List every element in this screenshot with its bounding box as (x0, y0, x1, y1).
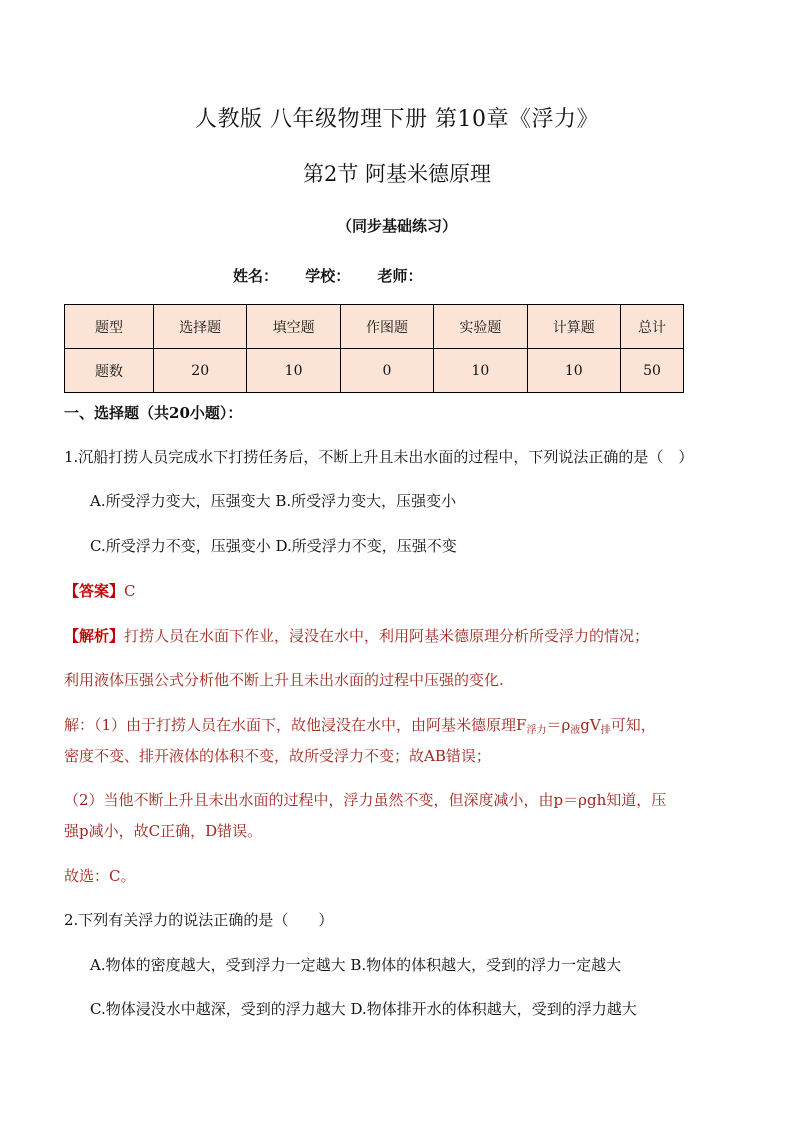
question-count-table (64, 304, 684, 393)
answer-label: 【答案】 (64, 582, 125, 600)
table-cell: 20 (154, 349, 247, 393)
analysis-line-2: 利用液体压强公式分析他不断上升且未出水面的过程中压强的变化. (64, 671, 504, 689)
name-label: 姓名： (233, 267, 279, 285)
table-cell: 10 (434, 349, 527, 393)
table-header-row (65, 305, 684, 349)
solution-choice: 故选：C。 (64, 867, 136, 885)
solution-text: 可知， (610, 716, 656, 734)
table-header-cell: 计算题 (527, 305, 620, 349)
practice-subtitle: （同步基础练习） (336, 217, 457, 235)
table-cell: 题数 (65, 349, 154, 393)
table-header-cell: 作图题 (340, 305, 433, 349)
table-cell: 10 (247, 349, 340, 393)
solution-text: 解：（1）由于打捞人员在水面下，故他浸没在水中，由阿基米德原理F (64, 716, 527, 734)
solution-text: ＝ρ (546, 716, 571, 734)
question-1-stem: 1.沉船打捞人员完成水下打捞任务后，不断上升且未出水面的过程中，下列说法正确的是（ ） (64, 448, 694, 466)
teacher-label: 老师： (377, 267, 423, 285)
subscript: 液 (570, 725, 581, 736)
table-header-cell: 选择题 (154, 305, 247, 349)
solution-line-2: 密度不变、排开液体的体积不变，故所受浮力不变；故AB错误； (64, 747, 491, 765)
subscript: 排 (600, 725, 611, 736)
subscript: 浮力 (526, 725, 547, 736)
table-header-cell: 题型 (65, 305, 154, 349)
question-1-answer (64, 580, 136, 601)
question-2-options-ab: A.物体的密度越大，受到浮力一定越大 B.物体的体积越大，受到的浮力一定越大 (90, 956, 622, 974)
question-2-options-cd: C.物体浸没水中越深，受到的浮力越大 D.物体排开水的体积越大，受到的浮力越大 (90, 1000, 637, 1018)
table-header-cell: 填空题 (247, 305, 340, 349)
question-1-options-ab: A.所受浮力变大，压强变大 B.所受浮力变大，压强变小 (90, 492, 457, 510)
analysis-label: 【解析】 (64, 627, 125, 645)
school-label: 学校： (305, 267, 351, 285)
table-row (65, 349, 684, 393)
solution-line-4: 强p减小，故C正确，D错误。 (64, 822, 263, 840)
answer-value: C (124, 582, 136, 600)
student-info-line (233, 265, 445, 286)
question-2-stem: 2.下列有关浮力的说法正确的是（ ） (64, 911, 334, 929)
section-title: 第2节 阿基米德原理 (302, 162, 492, 186)
table-cell: 10 (527, 349, 620, 393)
question-1-analysis (64, 625, 649, 646)
analysis-text: 打捞人员在水面下作业，浸没在水中，利用阿基米德原理分析所受浮力的情况； (124, 627, 650, 645)
document-title: 人教版 八年级物理下册 第10章《浮力》 (195, 107, 599, 132)
question-1-options-cd: C.所受浮力不变，压强变小 D.所受浮力不变，压强不变 (90, 537, 457, 555)
table-header-cell: 总计 (620, 305, 683, 349)
solution-line-1 (64, 714, 656, 736)
table-cell: 50 (620, 349, 683, 393)
solution-line-3: （2）当他不断上升且未出水面的过程中，浮力虽然不变，但深度减小，由p＝ρgh知道，压 (64, 791, 667, 809)
table-cell: 0 (340, 349, 433, 393)
table-header-cell: 实验题 (434, 305, 527, 349)
solution-text: gV (580, 716, 601, 734)
section-heading: 一、选择题（共20小题）： (64, 404, 243, 422)
